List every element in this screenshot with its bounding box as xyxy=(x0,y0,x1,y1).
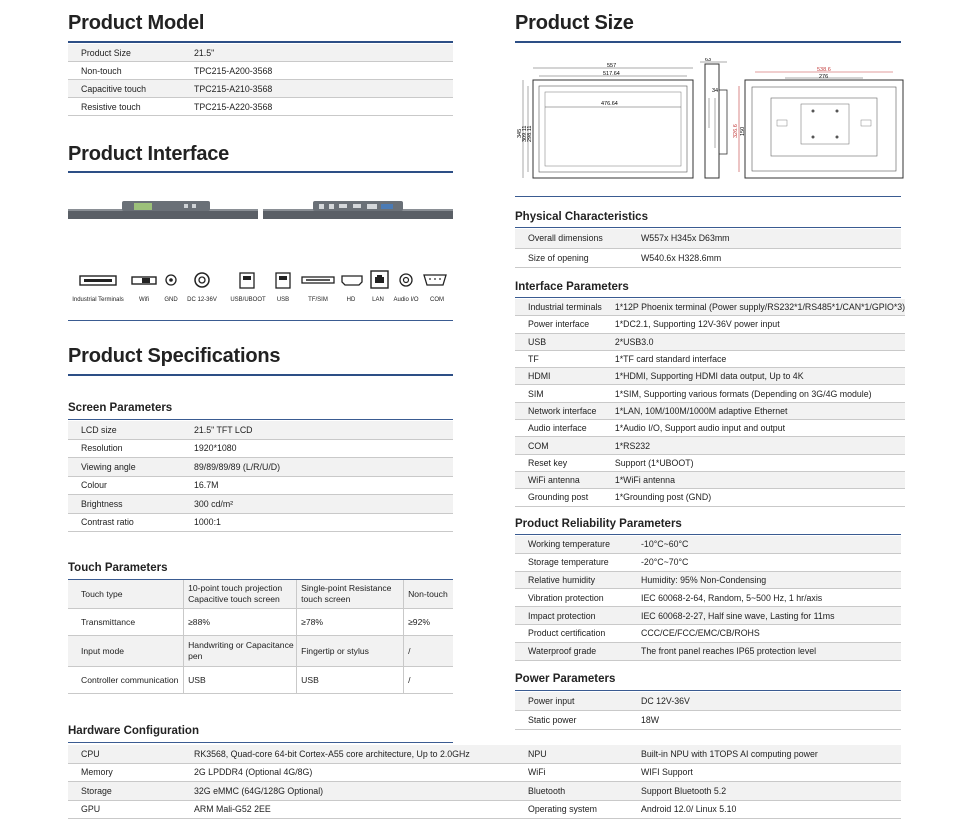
row-value: / xyxy=(404,667,453,694)
tf-sim-icon xyxy=(302,277,334,283)
port-label: HD xyxy=(346,297,356,303)
table-row xyxy=(68,580,453,609)
product-model-title: Product Model xyxy=(68,12,205,34)
table-row xyxy=(515,571,901,589)
row-label: Static power xyxy=(515,711,628,730)
touch-parameters-table xyxy=(68,580,453,694)
row-label: Vibration protection xyxy=(515,589,628,607)
row-value: 89/89/89/89 (L/R/U/D) xyxy=(181,458,453,477)
row-label: Resolution xyxy=(68,439,181,458)
table-row xyxy=(515,763,901,782)
dim-476: 476.64 xyxy=(601,101,618,107)
row-value: 16.7M xyxy=(181,476,453,495)
screen-parameters-table xyxy=(68,421,453,532)
row-value: 1*HDMI, Supporting HDMI data output, Up to 4K xyxy=(602,368,905,385)
row-label: Brightness xyxy=(68,495,181,514)
row-value: Support Bluetooth 5.2 xyxy=(628,782,901,801)
wifi-antenna-icon xyxy=(132,277,156,284)
row-label: Grounding post xyxy=(515,489,602,506)
divider xyxy=(68,374,453,376)
table-row xyxy=(515,420,905,437)
row-label: USB xyxy=(515,333,602,350)
table-row xyxy=(68,458,453,477)
port-label: GND xyxy=(164,297,178,303)
row-label: Overall dimensions xyxy=(515,229,628,248)
row-label: COM xyxy=(515,437,602,454)
divider xyxy=(68,41,453,43)
table-row xyxy=(515,607,901,625)
row-label: Waterproof grade xyxy=(515,642,628,660)
row-label: Capacitive touch xyxy=(68,80,181,98)
table-row xyxy=(515,248,901,268)
table-row xyxy=(68,44,453,62)
row-label: Non-touch xyxy=(68,62,181,80)
row-value: 300 cd/m² xyxy=(181,495,453,514)
port-label: Audio I/O xyxy=(393,297,419,303)
row-value: 10-point touch projection Capacitive touch screen xyxy=(184,580,297,609)
row-label: Transmittance xyxy=(68,609,184,636)
row-value: 1*DC2.1, Supporting 12V-36V power input xyxy=(602,316,905,333)
usb-icon xyxy=(276,273,290,288)
row-label: SIM xyxy=(515,385,602,402)
divider xyxy=(515,227,901,228)
table-row xyxy=(68,476,453,495)
device-side-view-right xyxy=(263,198,453,224)
hdmi-icon xyxy=(342,276,362,285)
row-label: Network interface xyxy=(515,402,602,419)
row-value: Handwriting or Capacitance pen xyxy=(184,636,297,667)
row-label: Input mode xyxy=(68,636,184,667)
table-row xyxy=(68,421,453,439)
row-label: Touch type xyxy=(68,580,184,609)
table-row xyxy=(515,454,905,471)
port-label: USB xyxy=(276,297,290,303)
table-row xyxy=(515,800,901,819)
table-row xyxy=(515,437,905,454)
product-size-title: Product Size xyxy=(515,12,634,34)
row-label: TF xyxy=(515,350,602,367)
row-value: ≥88% xyxy=(184,609,297,636)
row-value: USB xyxy=(184,667,297,694)
table-row xyxy=(515,745,901,763)
table-row xyxy=(515,299,905,316)
hardware-table-left xyxy=(68,745,515,819)
dim-276: 276 xyxy=(819,74,829,80)
port-label: USB/UBOOT xyxy=(230,297,266,303)
row-value: -10°C~60°C xyxy=(628,536,901,553)
table-row xyxy=(515,642,901,660)
product-model-table xyxy=(68,44,453,116)
row-value: 1*WiFi antenna xyxy=(602,471,905,488)
row-label: NPU xyxy=(515,745,628,763)
row-value: 1000:1 xyxy=(181,513,453,532)
port-label: LAN xyxy=(372,297,384,303)
com-icon xyxy=(424,275,446,285)
table-row xyxy=(68,636,453,667)
row-label: Impact protection xyxy=(515,607,628,625)
row-value: Fingertip or stylus xyxy=(297,636,404,667)
row-label: Relative humidity xyxy=(515,571,628,589)
row-value: ARM Mali-G52 2EE xyxy=(181,800,515,819)
row-label: WiFi xyxy=(515,763,628,782)
interface-parameters-table xyxy=(515,299,905,507)
divider xyxy=(515,41,901,43)
row-value: 1920*1080 xyxy=(181,439,453,458)
row-value: Single-point Resistance touch screen xyxy=(297,580,404,609)
row-value: RK3568, Quad-core 64-bit Cortex-A55 core architecture, Up to 2.0GHz xyxy=(181,745,515,763)
row-value: Humidity: 95% Non-Condensing xyxy=(628,571,901,589)
row-value: DC 12V-36V xyxy=(628,692,901,711)
power-parameters-title: Power Parameters xyxy=(515,673,616,685)
screen-parameters-title: Screen Parameters xyxy=(68,402,173,414)
lan-icon xyxy=(371,271,388,288)
row-label: Storage temperature xyxy=(515,553,628,571)
hardware-table-right xyxy=(515,745,901,819)
table-row xyxy=(68,98,453,116)
row-label: Product Size xyxy=(68,44,181,62)
hardware-configuration-title: Hardware Configuration xyxy=(68,725,199,737)
table-row xyxy=(68,782,515,801)
table-row xyxy=(515,402,905,419)
product-specifications-title: Product Specifications xyxy=(68,345,281,367)
table-row xyxy=(68,439,453,458)
divider xyxy=(515,196,901,197)
divider xyxy=(68,320,453,321)
row-label: Working temperature xyxy=(515,536,628,553)
row-value: / xyxy=(404,636,453,667)
industrial-terminals-icon xyxy=(80,276,116,285)
row-value: ≥92% xyxy=(404,609,453,636)
table-row xyxy=(68,495,453,514)
row-value: 18W xyxy=(628,711,901,730)
row-value: W557x H345x D63mm xyxy=(628,229,901,248)
port-label: COM xyxy=(430,297,444,303)
row-value: W540.6x H328.6mm xyxy=(628,248,901,268)
dim-345: 345 xyxy=(517,128,523,138)
row-label: Power input xyxy=(515,692,628,711)
port-label: Industrial Terminals xyxy=(72,297,124,303)
reliability-parameters-table xyxy=(515,536,901,661)
row-value: 21.5" xyxy=(181,44,453,62)
divider xyxy=(68,742,453,743)
row-label: Storage xyxy=(68,782,181,801)
dim-326: 326.6 xyxy=(733,124,739,138)
row-label: HDMI xyxy=(515,368,602,385)
row-value: 2*USB3.0 xyxy=(602,333,905,350)
row-value: 1*TF card standard interface xyxy=(602,350,905,367)
divider xyxy=(68,171,453,173)
dim-298: 298.11 xyxy=(527,125,533,142)
row-label: GPU xyxy=(68,800,181,819)
table-row xyxy=(68,62,453,80)
table-row xyxy=(515,782,901,801)
usb-uboot-icon xyxy=(240,273,254,288)
row-value: 2G LPDDR4 (Optional 4G/8G) xyxy=(181,763,515,782)
table-row xyxy=(515,692,901,711)
row-value: Non-touch xyxy=(404,580,453,609)
gnd-icon xyxy=(166,275,176,285)
table-row xyxy=(515,589,901,607)
row-value: Android 12.0/ Linux 5.10 xyxy=(628,800,901,819)
physical-characteristics-title: Physical Characteristics xyxy=(515,211,648,223)
divider xyxy=(515,534,901,535)
row-value: Support (1*UBOOT) xyxy=(602,454,905,471)
product-interface-title: Product Interface xyxy=(68,143,230,165)
table-row xyxy=(515,536,901,553)
row-value: 1*SIM, Supporting various formats (Depending on 3G/4G module) xyxy=(602,385,905,402)
row-value: 21.5" TFT LCD xyxy=(181,421,453,439)
row-label: Memory xyxy=(68,763,181,782)
port-icons-row xyxy=(68,268,458,296)
row-label: Product certification xyxy=(515,624,628,642)
table-row xyxy=(515,333,905,350)
device-side-view-left xyxy=(68,198,258,224)
row-value: 1*LAN, 10M/100M/1000M adaptive Ethernet xyxy=(602,402,905,419)
row-value: 32G eMMC (64G/128G Optional) xyxy=(181,782,515,801)
row-value: TPC215-A220-3568 xyxy=(181,98,453,116)
row-label: Resistive touch xyxy=(68,98,181,116)
table-row xyxy=(515,471,905,488)
dim-63: 63 xyxy=(705,58,712,63)
row-label: Operating system xyxy=(515,800,628,819)
row-label: LCD size xyxy=(68,421,181,439)
row-label: Power interface xyxy=(515,316,602,333)
touch-parameters-title: Touch Parameters xyxy=(68,562,168,574)
table-row xyxy=(515,711,901,730)
row-label: Colour xyxy=(68,476,181,495)
table-row xyxy=(68,763,515,782)
table-row xyxy=(515,350,905,367)
row-value: IEC 60068-2-27, Half sine wave, Lasting for 11ms xyxy=(628,607,901,625)
row-value: 1*12P Phoenix terminal (Power supply/RS232*1/RS485*1/CAN*1/GPIO*3) xyxy=(602,299,905,316)
row-label: Contrast ratio xyxy=(68,513,181,532)
row-value: 1*Audio I/O, Support audio input and output xyxy=(602,420,905,437)
row-label: Industrial terminals xyxy=(515,299,602,316)
dim-517: 517.64 xyxy=(603,71,620,77)
row-value: WIFI Support xyxy=(628,763,901,782)
table-row xyxy=(515,624,901,642)
row-label: Audio interface xyxy=(515,420,602,437)
row-value: ≥78% xyxy=(297,609,404,636)
table-row xyxy=(68,513,453,532)
dim-309: 309.11 xyxy=(522,125,528,142)
row-label: Size of opening xyxy=(515,248,628,268)
row-value: CCC/CE/FCC/EMC/CB/ROHS xyxy=(628,624,901,642)
interface-parameters-title: Interface Parameters xyxy=(515,281,629,293)
row-value: TPC215-A210-3568 xyxy=(181,80,453,98)
table-row xyxy=(515,316,905,333)
physical-characteristics-table xyxy=(515,229,901,268)
row-label: Viewing angle xyxy=(68,458,181,477)
dim-538: 538.6 xyxy=(817,67,831,73)
table-row xyxy=(515,229,901,248)
row-label: Bluetooth xyxy=(515,782,628,801)
row-value: USB xyxy=(297,667,404,694)
port-label: DC 12-36V xyxy=(187,297,217,303)
divider xyxy=(68,419,453,420)
dim-557: 557 xyxy=(607,63,617,69)
row-label: Reset key xyxy=(515,454,602,471)
row-label: CPU xyxy=(68,745,181,763)
table-row xyxy=(68,609,453,636)
port-label: Wifi xyxy=(139,297,149,303)
dim-150: 150 xyxy=(740,126,746,136)
row-value: Built-in NPU with 1TOPS AI computing power xyxy=(628,745,901,763)
row-value: TPC215-A200-3568 xyxy=(181,62,453,80)
port-label: TF/SIM xyxy=(308,297,328,303)
row-value: The front panel reaches IP65 protection level xyxy=(628,642,901,660)
reliability-parameters-title: Product Reliability Parameters xyxy=(515,518,682,530)
row-label: Controller communication xyxy=(68,667,184,694)
audio-io-icon xyxy=(400,274,412,286)
table-row xyxy=(68,745,515,763)
power-parameters-table xyxy=(515,692,901,730)
row-value: 1*Grounding post (GND) xyxy=(602,489,905,506)
row-label: WiFi antenna xyxy=(515,471,602,488)
table-row xyxy=(68,800,515,819)
table-row xyxy=(515,368,905,385)
table-row xyxy=(68,80,453,98)
table-row xyxy=(515,489,905,506)
divider xyxy=(515,690,901,691)
dimension-drawings xyxy=(515,58,905,186)
dc-power-icon xyxy=(195,273,209,287)
row-value: 1*RS232 xyxy=(602,437,905,454)
row-value: -20°C~70°C xyxy=(628,553,901,571)
dim-34: 34 xyxy=(712,88,719,94)
row-value: IEC 60068-2-64, Random, 5~500 Hz, 1 hr/axis xyxy=(628,589,901,607)
divider xyxy=(515,297,901,298)
table-row xyxy=(68,667,453,694)
table-row xyxy=(515,385,905,402)
table-row xyxy=(515,553,901,571)
